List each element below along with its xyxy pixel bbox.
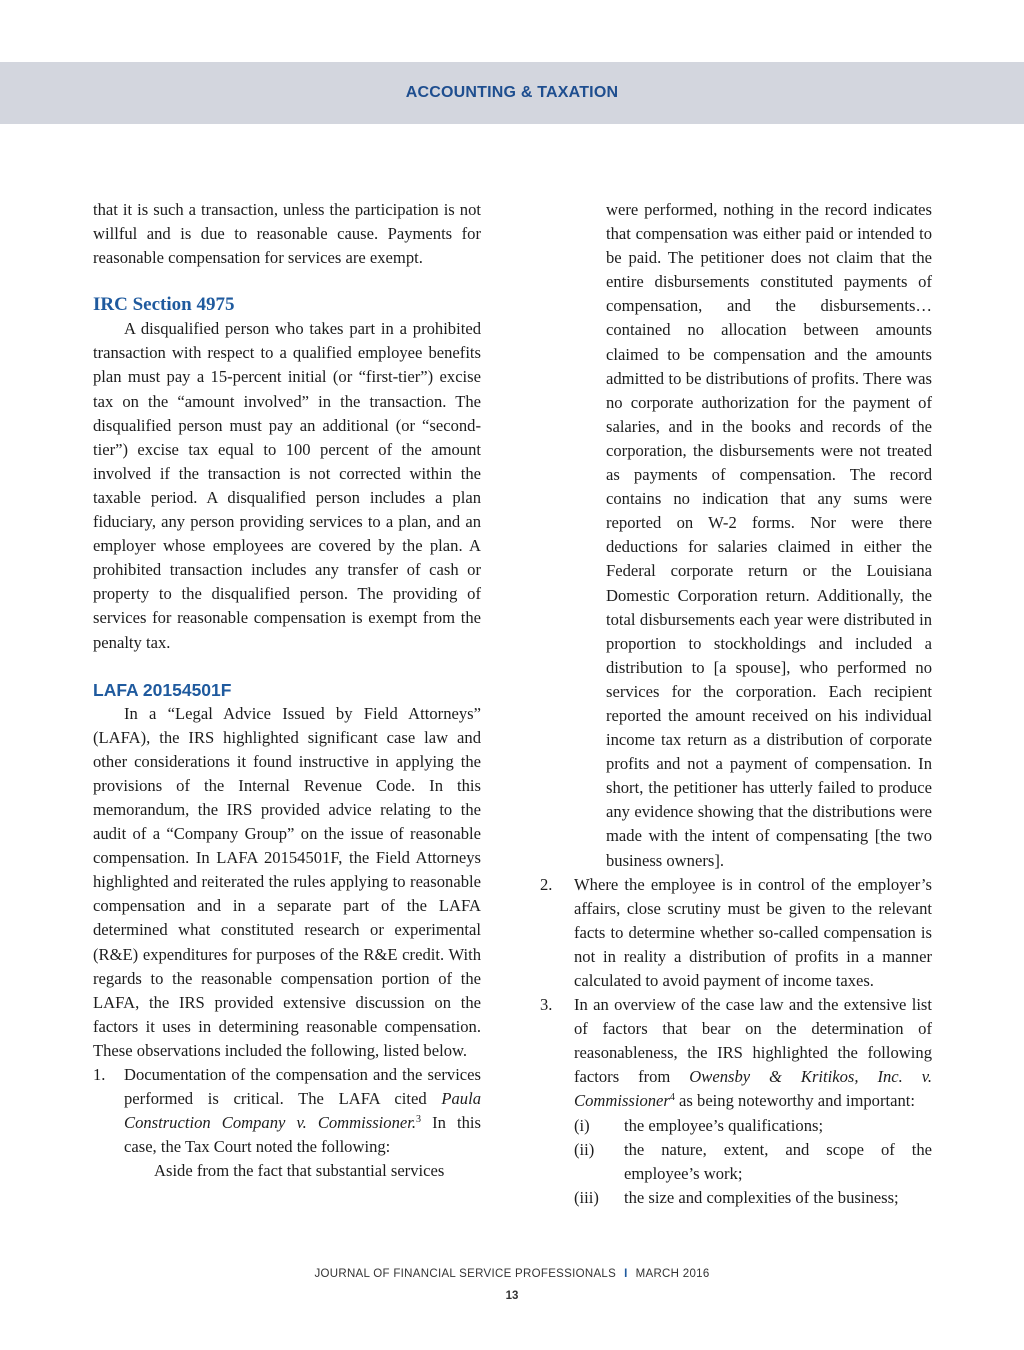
factor-item [574, 1114, 932, 1138]
journal-name: JOURNAL OF FINANCIAL SERVICE PROFESSIONALS [314, 1268, 617, 1280]
page-number: 13 [505, 1290, 519, 1302]
list-item-text: Where the employee is in control of the employer’s affairs, close scrutiny must be given to the relevant facts to determine whether so-called compensation is not in reality a distribution of profits in a manner calculated to avoid payment of income taxes. [574, 874, 932, 990]
factor-number: (iii) [574, 1187, 599, 1207]
factor-number: (ii) [574, 1139, 595, 1159]
list-item-text-2: In this case, the Tax Court noted the following: [124, 1113, 481, 1157]
footer-journal-line [0, 1268, 1024, 1280]
list-item-text: Documentation of the compensation and the services performed is critical. The LAFA cited [124, 1065, 481, 1109]
list-item-text-2: as being noteworthy and important: [679, 1091, 915, 1111]
issue-date: MARCH 2016 [635, 1268, 710, 1280]
left-column [93, 198, 481, 1183]
list-item-1 [93, 1063, 481, 1159]
irc-4975-paragraph: A disqualified person who takes part in a prohibited transaction with respect to a qualified employee benefits plan must pay a 15-percent initial (or “first-tier”) excise tax on the “amount involved” in the transaction. The disqualified person must pay an additional (or “second-tier”) excise tax equal to 100 percent of the amount involved if the transaction is not corrected within the taxable period. A disqualified person includes a plan fiduciary, any person providing services to a plan, and an employer whose employees are covered by the plan. A prohibited transaction includes any transfer of cash or property to the disqualified person. The providing of services for reasonable compensation is exempt from the penalty tax. [93, 319, 481, 652]
list-number: 3. [540, 995, 553, 1015]
heading-irc-4975: IRC Section 4975 [93, 294, 235, 316]
intro-paragraph: that it is such a transaction, unless the participation is not willful and is due to reasonable cause. Payments for reasonable compensation for services are exempt. [93, 200, 481, 268]
block-quote-continuation: were performed, nothing in the record indicates that compensation was either paid or intended to be paid. The petitioner does not claim that the entire disbursements constituted payments of compensation, and the disbursements…contained no allocation between amounts claimed to be compensation and the amounts admitted to be distributions of profits. There was no corporate authorization for the payment of salaries, and in the books and records of the corporation, the disbursements were not treated as payments of compensation. The record contains no indication that any sums were reported on W-2 forms. Nor were there deductions for salaries claimed in either the Federal corporate return or the Louisiana Domestic Corporation return. Additionally, the total disbursements each year were distributed in proportion to stockholdings and included a distribution to [a spouse], who performed no services for the corporation. Each recipient reported the amount received on his individual income tax return as a distribution of corporate profits and not a payment of compensation. In short, the petitioner has utterly failed to produce any evidence showing that the distributions were made with the intent of compensating [the two business owners]. [606, 200, 932, 870]
factor-text: the employee’s qualifications; [624, 1115, 824, 1135]
footer-separator: I [624, 1268, 628, 1280]
right-column [530, 198, 932, 1210]
factor-item [574, 1186, 932, 1210]
heading-lafa: LAFA 20154501F [93, 679, 232, 700]
list-number: 1. [93, 1065, 106, 1084]
factor-number: (i) [574, 1115, 590, 1135]
footnote-ref: 4 [669, 1092, 675, 1104]
list-item-text: In an overview of the case law and the extensive list of factors that bear on the determination of reasonableness, the IRS highlighted the following factors from [574, 995, 932, 1087]
case-citation: Paula Construction Company v. Commissioner. [124, 1089, 481, 1133]
factor-text: the nature, extent, and scope of the employee’s work; [624, 1139, 932, 1183]
section-banner [0, 62, 1024, 124]
lafa-paragraph: In a “Legal Advice Issued by Field Attorneys” (LAFA), the IRS highlighted significant case law and other considerations it found instructive in applying the provisions of the Internal Revenue Code. In this memorandum, the IRS provided advice relating to the audit of a “Company Group” on the issue of reasonable compensation. In LAFA 20154501F, the Field Attorneys highlighted and reiterated the rules applying to reasonable compensation and in a separate part of the LAFA determined what constituted research or experimental (R&E) expenditures for purposes of the R&E credit. With regards to the reasonable compensation portion of the LAFA, the IRS provided extensive discussion on the factors it uses in determining reasonable compensation. These observations included the following, listed below. [93, 703, 481, 1060]
section-title: ACCOUNTING & TAXATION [405, 84, 619, 101]
block-quote-start: Aside from the fact that substantial services [154, 1161, 445, 1181]
list-item-3 [530, 993, 932, 1210]
factor-text: the size and complexities of the business; [624, 1187, 899, 1207]
footnote-ref: 3 [416, 1114, 422, 1126]
list-item-2 [530, 873, 932, 993]
case-citation: Owensby & Kritikos, Inc. v. Commissioner [574, 1067, 932, 1111]
list-number: 2. [540, 874, 553, 894]
factor-item [574, 1138, 932, 1186]
